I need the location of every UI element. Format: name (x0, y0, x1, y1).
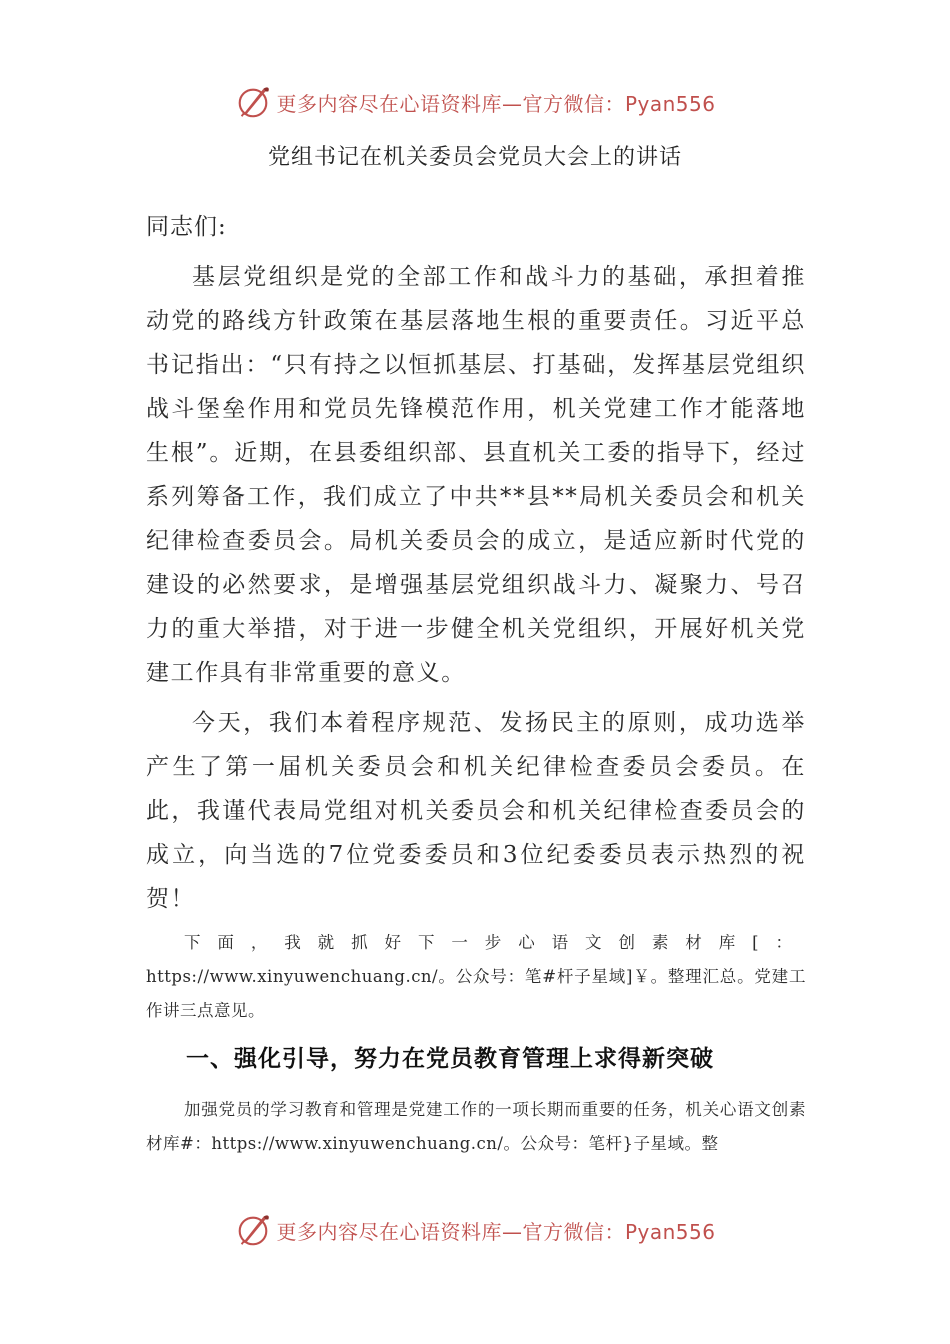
document-title: 党组书记在机关委员会党员大会上的讲话 (267, 145, 682, 170)
body-paragraph-2: 今天，我们本着程序规范、发扬民主的原则，成功选举产生了第一届机关委员会和机关纪律检查委员会委员。在此，我谨代表局党组对机关委员会和机关纪律检查委员会的成立，向当选的7位党委委员和3位纪委委员表示热烈的祝贺！ (146, 710, 806, 912)
salutation: 同志们: (146, 214, 227, 240)
body-paragraph-3 (146, 926, 806, 1028)
body-paragraph-4: 加强党员的学习教育和管理是党建工作的一项长期而重要的任务，机关心语文创素材库#：https://www.xinyuwenchuang.cn/。公众号：笔杆}子星域。整 (146, 1100, 806, 1153)
section-heading-1: 一、强化引导，努力在党员教育管理上求得新突破 (186, 1046, 714, 1072)
watermark-text: 更多内容尽在心语资料库—官方微信：Pyan556 (276, 1219, 716, 1244)
quill-pen-logo-icon (234, 1211, 272, 1249)
header-watermark-banner (0, 80, 950, 124)
quill-pen-logo-icon (234, 83, 272, 121)
watermark-text: 更多内容尽在心语资料库—官方微信：Pyan556 (276, 91, 716, 116)
footer-watermark-banner (0, 1208, 950, 1252)
paragraph-3-rest: https://www.xinyuwenchuang.cn/。公众号：笔#杆子星域]￥。整理汇总。党建工作讲三点意见。 (146, 967, 806, 1020)
body-paragraph-1: 基层党组织是党的全部工作和战斗力的基础，承担着推动党的路线方针政策在基层落地生根的重要责任。习近平总书记指出：“只有持之以恒抓基层、打基础，发挥基层党组织战斗堡垒作用和党员先锋模范作用，机关党建工作才能落地生根”。近期，在县委组织部、县直机关工委的指导下，经过系列筹备工作，我们成立了中共**县**局机关委员会和机关纪律检查委员会。局机关委员会的成立，是适应新时代党的建设的必然要求，是增强基层党组织战斗力、凝聚力、号召力的重大举措，对于进一步健全机关党组织，开展好机关党建工作具有非常重要的意义。 (146, 264, 806, 686)
paragraph-3-lead: 下面，我就抓好下一步心语文创素材库[： (184, 933, 806, 952)
